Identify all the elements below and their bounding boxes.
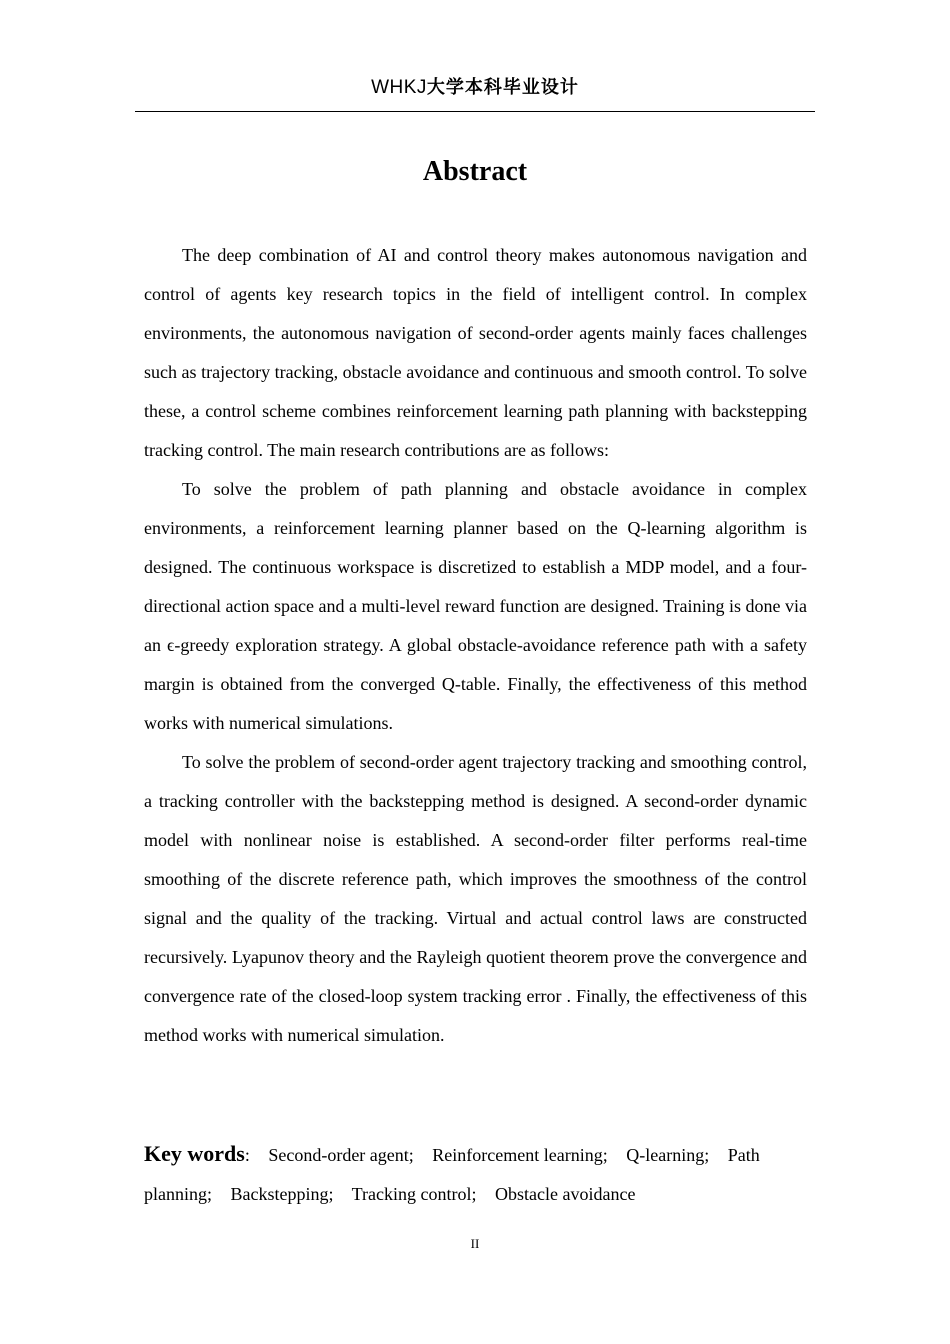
- keyword-item: Second-order agent;: [268, 1145, 414, 1165]
- header-title: [371, 72, 579, 103]
- page-number: II: [470, 1236, 480, 1251]
- abstract-paragraph-2: To solve the problem of path planning and obstacle avoidance in complex environments, a reinforcement learning planner based on the Q-learning algorithm is designed. The continuous workspace is discretized to establish a MDP model, and a four-directional action space and a multi-level reward function are designed. Training is done via an ϵ-greedy exploration strategy. A global obstacle-avoidance reference path with a safety margin is obtained from the converged Q-table. Finally, the effectiveness of this method works with numerical simulations.: [144, 479, 807, 733]
- abstract-paragraph-1: The deep combination of AI and control theory makes autonomous navigation and control of agents key research topics in the field of intelligent control. In complex environments, the autonomous navigation of second-order agents mainly faces challenges such as trajectory tracking, obstacle avoidance and continuous and smooth control. To solve these, a control scheme combines reinforcement learning path planning with backstepping tracking control. The main research contributions are as follows:: [144, 245, 807, 460]
- keyword-item: Obstacle avoidance: [495, 1184, 636, 1204]
- page-header: [135, 72, 815, 112]
- abstract-paragraph-3: To solve the problem of second-order agent trajectory tracking and smoothing control, a tracking controller with the backstepping method is designed. A second-order dynamic model with nonlinear noise is established. A second-order filter performs real-time smoothing of the discrete reference path, which improves the smoothness of the control signal and the quality of the tracking. Virtual and actual control laws are constructed recursively. Lyapunov theory and the Rayleigh quotient theorem prove the convergence and convergence rate of the closed-loop system tracking error . Finally, the effectiveness of this method works with numerical simulation.: [144, 752, 807, 1045]
- keyword-item: Path planning;: [144, 1145, 760, 1204]
- keyword-item: Tracking control;: [351, 1184, 477, 1204]
- keywords-section: [144, 1134, 807, 1214]
- keyword-item: Backstepping;: [230, 1184, 334, 1204]
- abstract-body: [144, 236, 807, 1055]
- keywords-colon: :: [244, 1145, 250, 1165]
- header-title-cjk: 大学本科毕业设计: [426, 77, 579, 98]
- keyword-item: Reinforcement learning;: [432, 1145, 608, 1165]
- keywords-label: Key words: [144, 1141, 245, 1166]
- abstract-title: Abstract: [422, 156, 528, 187]
- keyword-item: Q-learning;: [626, 1145, 710, 1165]
- header-title-latin: WHKJ: [371, 77, 427, 98]
